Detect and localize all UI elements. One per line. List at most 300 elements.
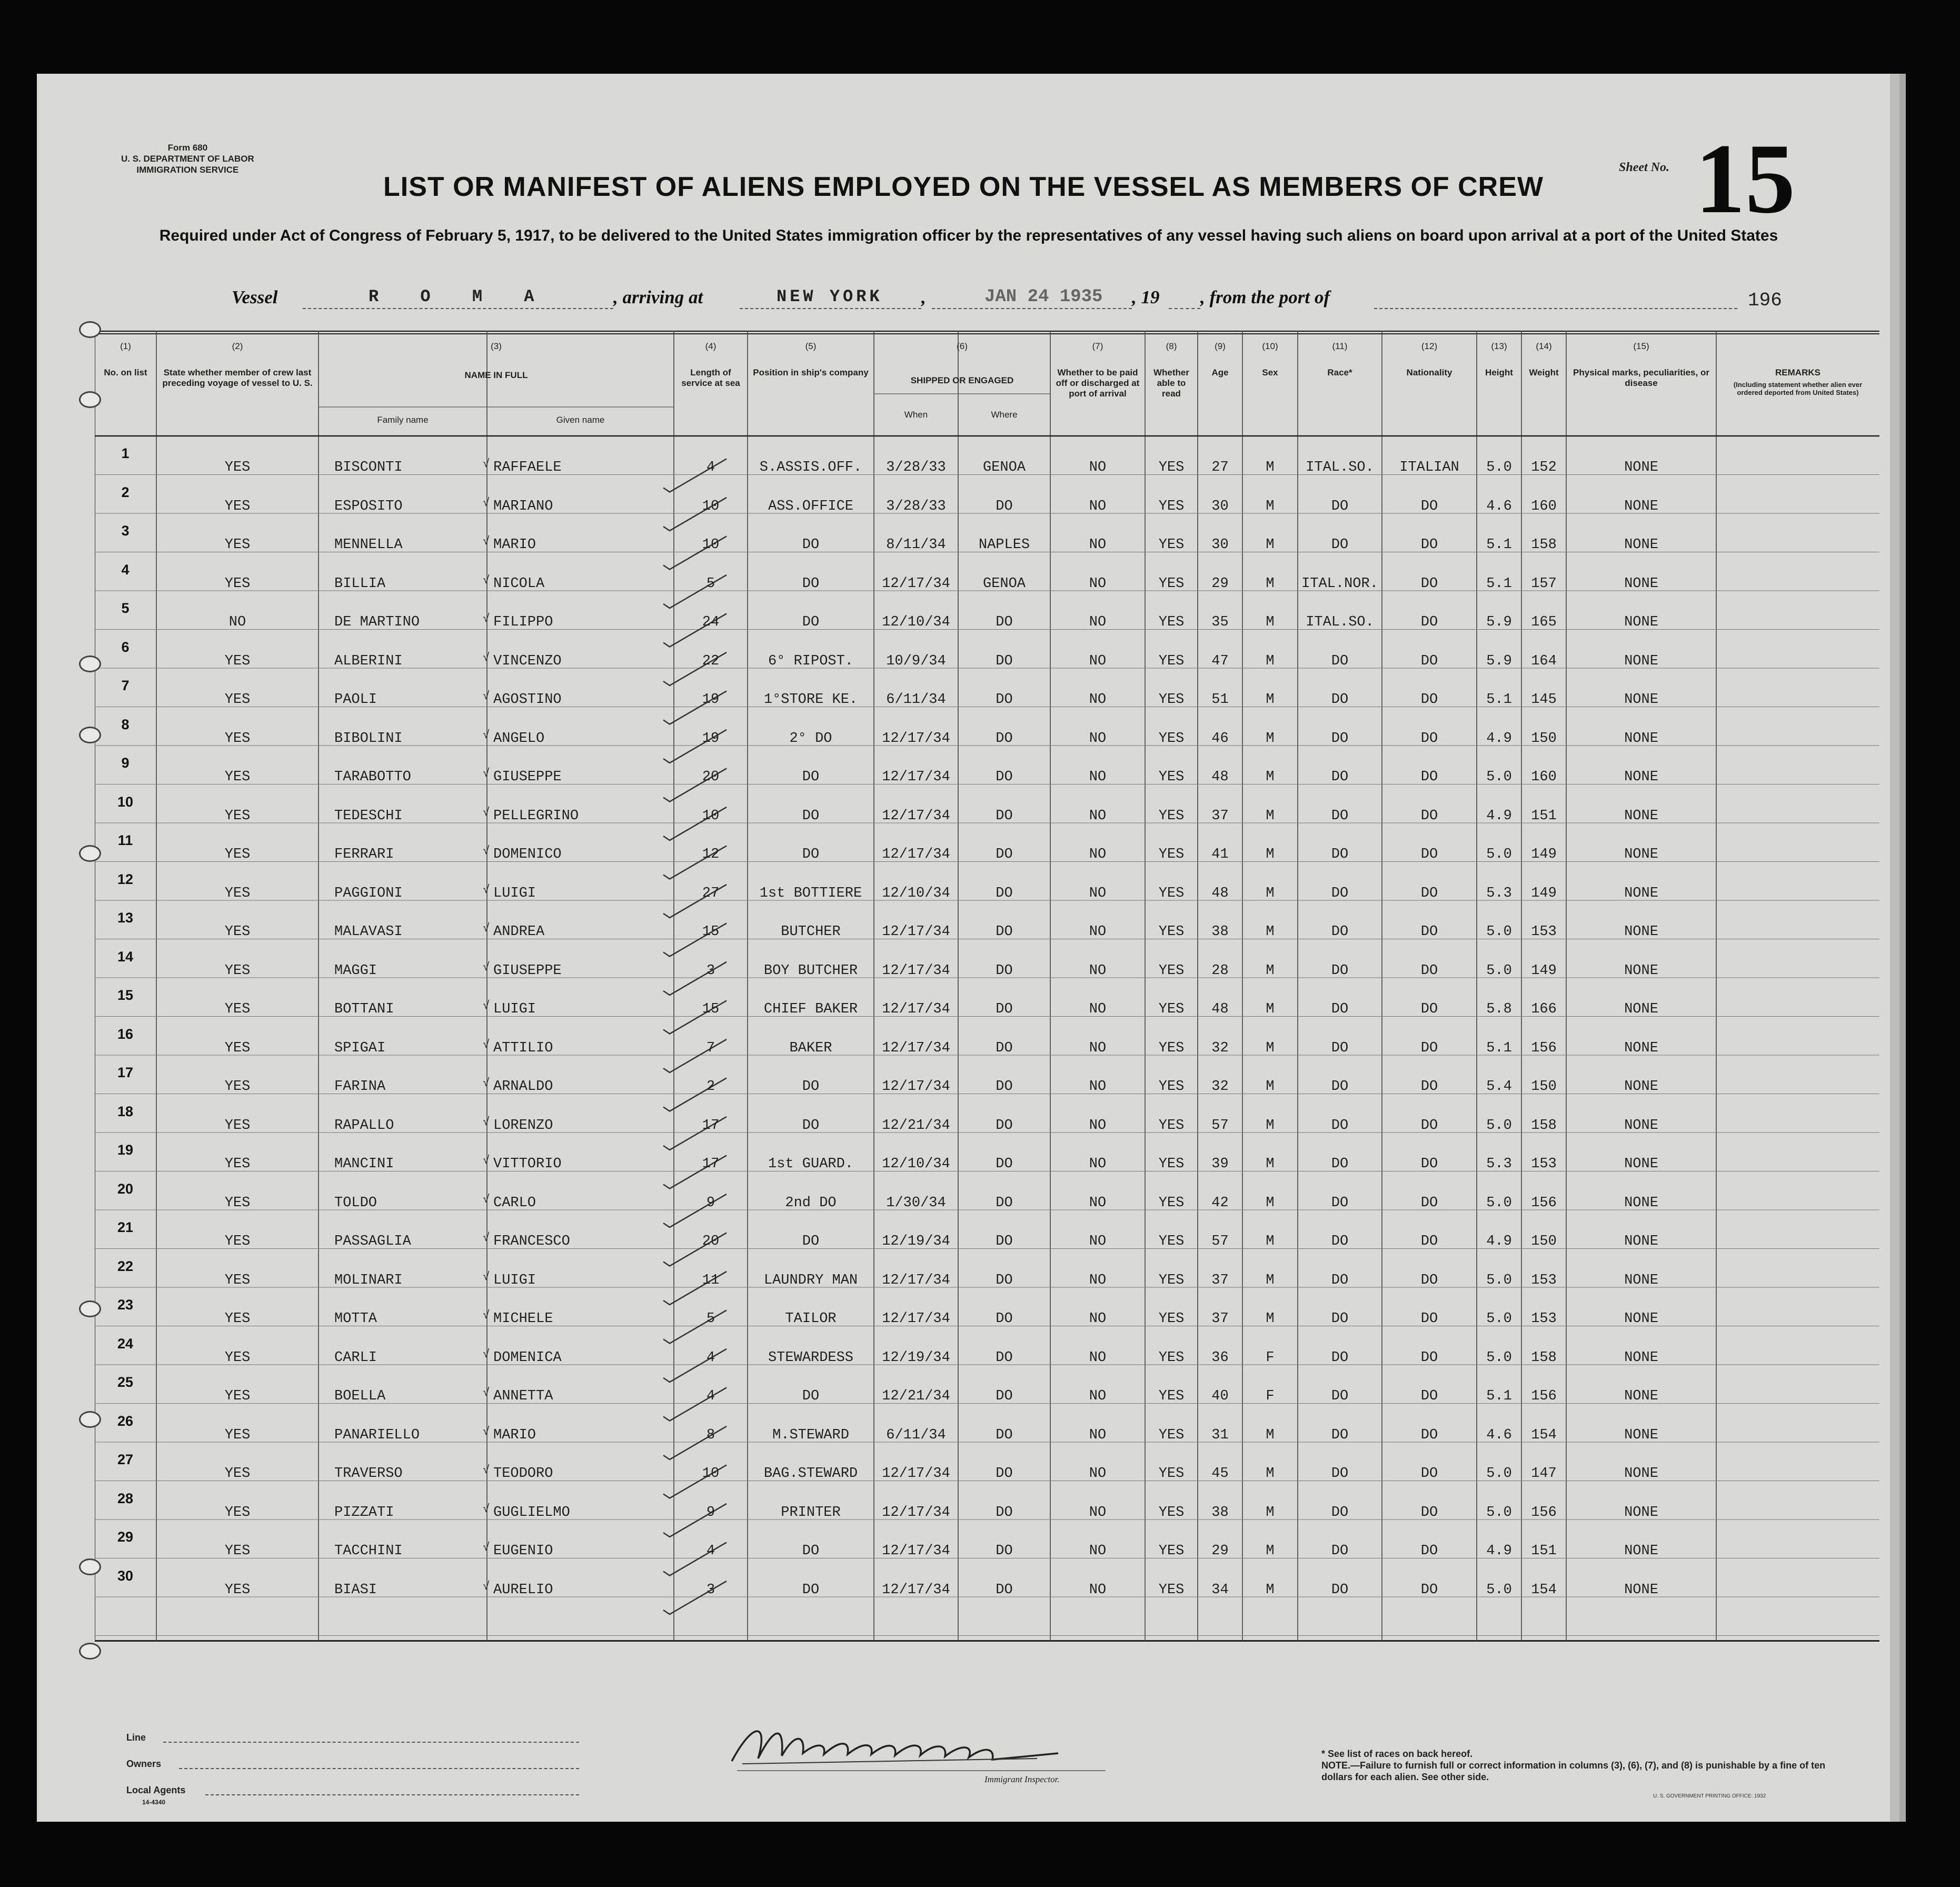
table-cell-where: DO: [996, 885, 1013, 901]
table-cell-nationality: DO: [1420, 1156, 1438, 1172]
table-cell-read: YES: [1158, 924, 1185, 940]
table-cell-prev: YES: [224, 1117, 251, 1134]
table-cell-read: YES: [1158, 575, 1185, 592]
table-cell-age: 41: [1211, 847, 1229, 862]
table-cell-height: 5.1: [1486, 575, 1512, 592]
year-label: , 19: [1132, 287, 1160, 307]
table-cell-weight: 152: [1531, 460, 1557, 475]
table-cell-given: CARLO: [493, 1195, 536, 1211]
table-cell-when: 12/17/34: [882, 808, 950, 824]
check-mark-icon: √: [483, 1580, 490, 1593]
table-cell-sex: M: [1266, 1427, 1275, 1443]
table-cell-position: BOY BUTCHER: [763, 962, 858, 979]
table-cell-when: 12/17/34: [882, 1001, 950, 1017]
table-cell-read: YES: [1158, 1079, 1185, 1095]
table-cell-sex: M: [1266, 614, 1275, 630]
page-title: LIST OR MANIFEST OF ALIENS EMPLOYED ON THE VESSEL AS MEMBERS OF CREW: [383, 172, 1544, 202]
table-cell-when: 12/17/34: [882, 1040, 950, 1056]
check-mark-icon: √: [483, 1077, 490, 1090]
table-cell-weight: 153: [1531, 1311, 1557, 1327]
column-number: (15): [1633, 341, 1649, 351]
table-cell-height: 5.0: [1486, 847, 1512, 862]
table-cell-family: SPIGAI: [334, 1040, 386, 1056]
row-number: 2: [121, 484, 130, 500]
table-cell-position: BAG.STEWARD: [763, 1466, 858, 1482]
table-cell-age: 37: [1211, 1272, 1229, 1288]
column-header: NAME IN FULL: [464, 370, 528, 380]
table-cell-sex: M: [1266, 537, 1275, 553]
table-cell-service: 20: [702, 769, 720, 785]
table-cell-paid: NO: [1089, 1543, 1107, 1559]
table-cell-paid: NO: [1089, 730, 1107, 747]
table-cell-position: S.ASSIS.OFF.: [759, 460, 862, 475]
table-cell-position: DO: [802, 1388, 820, 1404]
row-number: 14: [117, 948, 134, 965]
table-cell-prev: YES: [224, 1195, 251, 1211]
table-cell-sex: M: [1266, 1195, 1275, 1211]
table-cell-marks: NONE: [1624, 575, 1658, 592]
table-cell-service: 8: [706, 1427, 715, 1443]
table-cell-given: LORENZO: [493, 1117, 553, 1134]
table-cell-paid: NO: [1089, 498, 1107, 514]
table-cell-position: DO: [802, 808, 820, 824]
table-cell-position: M.STEWARD: [772, 1427, 849, 1443]
table-cell-service: 3: [706, 962, 715, 979]
table-cell-given: PELLEGRINO: [493, 808, 579, 824]
table-cell-height: 5.0: [1486, 769, 1512, 785]
table-cell-nationality: DO: [1420, 692, 1438, 708]
column-header: Position in ship's company: [753, 368, 869, 378]
table-cell-marks: NONE: [1624, 1156, 1658, 1172]
table-cell-age: 46: [1211, 730, 1229, 747]
check-mark-icon: √: [483, 612, 490, 625]
table-cell-paid: NO: [1089, 1504, 1107, 1521]
table-cell-where: DO: [996, 1040, 1013, 1056]
table-cell-race: DO: [1331, 1427, 1349, 1443]
table-cell-sex: M: [1266, 1272, 1275, 1288]
table-cell-service: 10: [702, 498, 720, 514]
table-cell-service: 9: [706, 1504, 715, 1521]
table-cell-read: YES: [1158, 498, 1185, 514]
row-number: 27: [117, 1452, 134, 1467]
table-cell-service: 15: [702, 1001, 720, 1017]
table-cell-paid: NO: [1089, 460, 1107, 475]
table-cell-weight: 156: [1531, 1040, 1557, 1056]
table-cell-nationality: DO: [1420, 1427, 1438, 1443]
row-number: 8: [121, 716, 130, 732]
table-cell-race: DO: [1331, 1582, 1349, 1598]
table-cell-when: 8/11/34: [886, 537, 946, 553]
table-cell-height: 4.9: [1486, 730, 1512, 747]
table-cell-when: 1/30/34: [886, 1195, 946, 1211]
column-number: (3): [491, 341, 502, 351]
check-mark-icon: √: [483, 1425, 490, 1438]
table-cell-weight: 149: [1531, 847, 1557, 862]
row-number: 9: [121, 755, 130, 771]
table-cell-where: DO: [996, 769, 1013, 785]
table-cell-marks: NONE: [1624, 692, 1658, 708]
table-cell-height: 5.1: [1486, 537, 1512, 553]
table-cell-prev: YES: [224, 1311, 251, 1327]
table-cell-family: TRAVERSO: [334, 1466, 403, 1482]
row-number: 16: [117, 1026, 134, 1042]
binder-hole: [79, 727, 101, 743]
table-cell-paid: NO: [1089, 769, 1107, 785]
check-mark-icon: √: [483, 458, 490, 471]
table-cell-marks: NONE: [1624, 1079, 1658, 1095]
row-number: 26: [117, 1413, 134, 1429]
table-cell-given: FRANCESCO: [493, 1234, 570, 1249]
table-cell-family: TARABOTTO: [334, 769, 411, 785]
table-cell-paid: NO: [1089, 885, 1107, 901]
table-cell-read: YES: [1158, 1156, 1185, 1172]
table-cell-position: 6° RIPOST.: [768, 653, 854, 669]
table-cell-weight: 149: [1531, 885, 1557, 901]
table-cell-race: DO: [1331, 1040, 1349, 1056]
binder-hole: [79, 656, 101, 672]
column-header: Physical marks, peculiarities, or disease: [1573, 368, 1709, 388]
table-cell-marks: NONE: [1624, 1349, 1658, 1366]
table-cell-age: 38: [1211, 1504, 1229, 1521]
row-number: 17: [117, 1065, 134, 1080]
check-mark-icon: √: [483, 573, 490, 587]
table-cell-given: MARIANO: [493, 498, 553, 514]
form-identifier: [121, 142, 254, 175]
table-cell-given: MICHELE: [493, 1311, 553, 1327]
table-cell-prev: YES: [224, 537, 251, 553]
table-cell-age: 42: [1211, 1195, 1229, 1211]
check-mark-icon: √: [483, 922, 490, 935]
table-cell-sex: M: [1266, 575, 1275, 592]
table-cell-position: TAILOR: [785, 1311, 837, 1327]
table-cell-marks: NONE: [1624, 924, 1658, 940]
table-cell-service: 20: [702, 1234, 720, 1249]
table-cell-service: 10: [702, 1466, 720, 1482]
table-cell-position: DO: [802, 1543, 820, 1559]
table-cell-age: 48: [1211, 885, 1229, 901]
table-cell-prev: YES: [224, 1504, 251, 1521]
table-cell-prev: NO: [228, 614, 246, 630]
table-cell-where: DO: [996, 808, 1013, 824]
row-number: 30: [117, 1567, 134, 1584]
table-cell-age: 36: [1211, 1349, 1229, 1366]
table-cell-prev: YES: [224, 1234, 251, 1249]
row-number: 15: [117, 987, 134, 1003]
check-mark-icon: √: [483, 883, 490, 897]
table-cell-marks: NONE: [1624, 537, 1658, 553]
table-cell-height: 5.0: [1486, 1272, 1512, 1288]
row-number: 18: [117, 1103, 134, 1119]
table-cell-nationality: DO: [1420, 1040, 1438, 1056]
table-cell-paid: NO: [1089, 962, 1107, 979]
table-cell-where: DO: [996, 962, 1013, 979]
date-comma: ,: [921, 287, 926, 307]
table-cell-age: 29: [1211, 1543, 1229, 1559]
table-cell-sex: M: [1266, 847, 1275, 862]
table-cell-when: 12/17/34: [882, 1272, 950, 1288]
check-mark-icon: √: [483, 1309, 490, 1322]
table-cell-weight: 160: [1531, 498, 1557, 514]
table-cell-nationality: DO: [1420, 924, 1438, 940]
table-cell-read: YES: [1158, 460, 1185, 475]
table-cell-where: DO: [996, 847, 1013, 862]
table-cell-family: FERRARI: [334, 847, 394, 862]
check-mark-icon: √: [483, 690, 490, 703]
check-mark-icon: √: [483, 767, 490, 780]
table-cell-position: 2° DO: [789, 730, 832, 747]
column-number: (5): [805, 341, 817, 351]
table-cell-service: 10: [702, 537, 720, 553]
check-mark-icon: √: [483, 1115, 490, 1129]
check-mark-icon: √: [483, 1464, 490, 1477]
table-cell-family: CARLI: [334, 1349, 377, 1366]
table-cell-where: DO: [996, 653, 1013, 669]
row-number: 6: [121, 639, 130, 655]
table-cell-sex: M: [1266, 1311, 1275, 1327]
table-cell-height: 5.0: [1486, 1117, 1512, 1134]
check-mark-icon: √: [483, 496, 490, 510]
table-cell-nationality: DO: [1420, 575, 1438, 592]
column-header: REMARKS: [1775, 368, 1820, 378]
table-cell-where: DO: [996, 1001, 1013, 1017]
table-cell-position: STEWARDESS: [768, 1349, 854, 1366]
table-cell-height: 5.0: [1486, 1582, 1512, 1598]
table-cell-weight: 154: [1531, 1427, 1557, 1443]
row-number: 20: [117, 1180, 134, 1197]
table-cell-nationality: DO: [1420, 1272, 1438, 1288]
table-cell-read: YES: [1158, 769, 1185, 785]
table-cell-when: 12/17/34: [882, 575, 950, 592]
row-number: 29: [117, 1529, 134, 1545]
table-cell-read: YES: [1158, 808, 1185, 824]
table-cell-where: DO: [996, 1117, 1013, 1134]
table-cell-read: YES: [1158, 1427, 1185, 1443]
column-number: (1): [120, 341, 131, 351]
table-cell-weight: 151: [1531, 808, 1557, 824]
table-cell-sex: M: [1266, 730, 1275, 747]
table-cell-read: YES: [1158, 1117, 1185, 1134]
table-cell-when: 12/17/34: [882, 1504, 950, 1521]
table-cell-where: NAPLES: [978, 537, 1030, 553]
table-cell-position: DO: [802, 1234, 820, 1249]
table-cell-race: DO: [1331, 692, 1349, 708]
table-cell-family: BILLIA: [334, 575, 386, 592]
table-cell-where: GENOA: [982, 575, 1026, 592]
check-mark-icon: √: [483, 1154, 490, 1167]
table-cell-when: 12/10/34: [882, 885, 950, 901]
table-cell-nationality: DO: [1420, 1234, 1438, 1249]
column-number: (6): [957, 341, 968, 351]
arriving-label: , arriving at: [613, 287, 703, 307]
table-cell-age: 57: [1211, 1234, 1229, 1249]
table-cell-where: DO: [996, 924, 1013, 940]
table-cell-where: DO: [996, 1156, 1013, 1172]
table-cell-height: 5.0: [1486, 1504, 1512, 1521]
table-cell-height: 5.4: [1486, 1079, 1512, 1095]
table-cell-sex: M: [1266, 460, 1275, 475]
table-cell-sex: M: [1266, 1582, 1275, 1598]
table-cell-family: PANARIELLO: [334, 1427, 420, 1443]
line-label: Line: [126, 1732, 146, 1743]
table-cell-paid: NO: [1089, 537, 1107, 553]
table-cell-given: MARIO: [493, 537, 536, 553]
table-cell-prev: YES: [224, 962, 251, 979]
table-cell-position: DO: [802, 537, 820, 553]
vessel-line: [232, 287, 1811, 313]
table-cell-nationality: DO: [1420, 1504, 1438, 1521]
table-cell-sex: M: [1266, 1040, 1275, 1056]
table-cell-where: DO: [996, 1388, 1013, 1404]
table-cell-paid: NO: [1089, 614, 1107, 630]
table-cell-race: DO: [1331, 1079, 1349, 1095]
table-cell-prev: YES: [224, 1156, 251, 1172]
table-cell-service: 4: [706, 1388, 715, 1404]
table-cell-when: 10/9/34: [886, 653, 946, 669]
table-cell-nationality: DO: [1420, 1349, 1438, 1366]
table-cell-paid: NO: [1089, 1311, 1107, 1327]
table-cell-given: ANDREA: [493, 924, 545, 940]
table-cell-where: DO: [996, 1582, 1013, 1598]
table-cell-position: DO: [802, 769, 820, 785]
table-cell-nationality: DO: [1420, 769, 1438, 785]
table-cell-nationality: ITALIAN: [1399, 460, 1459, 475]
table-cell-marks: NONE: [1624, 769, 1658, 785]
table-cell-position: ASS.OFFICE: [768, 498, 854, 514]
table-cell-given: LUIGI: [493, 1272, 536, 1288]
table-cell-read: YES: [1158, 614, 1185, 630]
column-number: (8): [1166, 341, 1177, 351]
table-cell-marks: NONE: [1624, 1001, 1658, 1017]
check-mark-icon: √: [483, 1231, 490, 1245]
table-cell-marks: NONE: [1624, 1427, 1658, 1443]
table-cell-read: YES: [1158, 1504, 1185, 1521]
table-cell-age: 39: [1211, 1156, 1229, 1172]
table-cell-given: ANNETTA: [493, 1388, 553, 1404]
table-cell-family: FARINA: [334, 1079, 386, 1095]
table-cell-age: 48: [1211, 769, 1229, 785]
table-cell-weight: 150: [1531, 730, 1557, 747]
table-cell-nationality: DO: [1420, 1117, 1438, 1134]
table-cell-service: 7: [706, 1040, 715, 1056]
table-cell-prev: YES: [224, 1388, 251, 1404]
table-cell-family: PIZZATI: [334, 1504, 394, 1521]
page-subtitle: Required under Act of Congress of February 5, 1917, to be delivered to the United States immigration officer by the representatives of any vessel having such aliens on board upon arrival at a port of the United States: [159, 227, 1778, 244]
table-cell-position: 1st BOTTIERE: [759, 885, 862, 901]
table-cell-where: DO: [996, 1466, 1013, 1482]
table-cell-paid: NO: [1089, 1040, 1107, 1056]
table-cell-when: 12/21/34: [882, 1117, 950, 1134]
table-cell-when: 12/17/34: [882, 962, 950, 979]
table-cell-paid: NO: [1089, 924, 1107, 940]
check-mark-icon: √: [483, 1347, 490, 1361]
race-note: * See list of races on back hereof.: [1321, 1749, 1473, 1759]
table-cell-when: 6/11/34: [886, 1427, 946, 1443]
table-cell-age: 34: [1211, 1582, 1229, 1598]
table-cell-paid: NO: [1089, 1272, 1107, 1288]
table-cell-read: YES: [1158, 1272, 1185, 1288]
column-header: SHIPPED OR ENGAGED: [910, 375, 1014, 385]
table-cell-age: 28: [1211, 962, 1229, 979]
table-cell-family: TACCHINI: [334, 1543, 403, 1559]
table-cell-age: 37: [1211, 808, 1229, 824]
table-cell-age: 48: [1211, 1001, 1229, 1017]
table-cell-weight: 147: [1531, 1466, 1557, 1482]
check-mark-icon: √: [483, 845, 490, 858]
table-cell-weight: 156: [1531, 1388, 1557, 1404]
table-cell-weight: 158: [1531, 1349, 1557, 1366]
table-cell-read: YES: [1158, 1466, 1185, 1482]
table-cell-when: 12/19/34: [882, 1349, 950, 1366]
table-cell-family: BIASI: [334, 1582, 377, 1598]
table-cell-service: 17: [702, 1117, 720, 1134]
vessel-name: R O M A: [369, 287, 550, 306]
column-subheader: When: [904, 410, 928, 420]
table-cell-read: YES: [1158, 1543, 1185, 1559]
table-cell-paid: NO: [1089, 692, 1107, 708]
table-cell-sex: F: [1266, 1388, 1275, 1404]
table-cell-marks: NONE: [1624, 460, 1658, 475]
table-cell-given: LUIGI: [493, 885, 536, 901]
column-header: Age: [1211, 368, 1229, 378]
table-cell-position: 1°STORE KE.: [763, 692, 858, 708]
row-number: 10: [117, 793, 134, 810]
arriving-port: NEW YORK: [777, 287, 883, 306]
check-mark-icon: √: [483, 806, 490, 819]
table-cell-sex: M: [1266, 1001, 1275, 1017]
date-stamp: JAN 24 1935: [984, 287, 1103, 307]
table-cell-given: GIUSEPPE: [493, 962, 562, 979]
table-cell-where: DO: [996, 1349, 1013, 1366]
table-cell-nationality: DO: [1420, 1466, 1438, 1482]
table-cell-service: 5: [706, 575, 715, 592]
manifest-sheet: [37, 74, 1890, 1822]
column-header: Weight: [1529, 368, 1559, 378]
table-cell-age: 30: [1211, 537, 1229, 553]
table-cell-service: 24: [702, 614, 720, 630]
table-cell-read: YES: [1158, 1582, 1185, 1598]
table-cell-position: DO: [802, 575, 820, 592]
table-cell-age: 32: [1211, 1079, 1229, 1095]
table-cell-where: DO: [996, 692, 1013, 708]
table-cell-position: DO: [802, 847, 820, 862]
table-cell-age: 37: [1211, 1311, 1229, 1327]
sheet-label: Sheet No.: [1619, 161, 1669, 174]
check-mark-icon: √: [483, 728, 490, 742]
table-cell-race: DO: [1331, 1156, 1349, 1172]
agents-label: Local Agents: [126, 1785, 186, 1795]
table-cell-nationality: DO: [1420, 537, 1438, 553]
table-cell-service: 12: [702, 847, 720, 862]
column-subheader: Family name: [377, 415, 429, 425]
table-cell-weight: 165: [1531, 614, 1557, 630]
table-cell-sex: M: [1266, 962, 1275, 979]
table-cell-age: 35: [1211, 614, 1229, 630]
table-cell-where: DO: [996, 1079, 1013, 1095]
table-cell-paid: NO: [1089, 575, 1107, 592]
table-cell-weight: 153: [1531, 924, 1557, 940]
table-cell-family: BOTTANI: [334, 1001, 394, 1017]
table-cell-given: NICOLA: [493, 575, 545, 592]
table-cell-when: 3/28/33: [886, 460, 946, 475]
table-cell-read: YES: [1158, 1195, 1185, 1211]
table-cell-given: MARIO: [493, 1427, 536, 1443]
table-cell-given: ARNALDO: [493, 1079, 553, 1095]
column-number: (10): [1262, 341, 1278, 351]
table-cell-where: DO: [996, 1272, 1013, 1288]
table-cell-race: DO: [1331, 537, 1349, 553]
table-cell-paid: NO: [1089, 1156, 1107, 1172]
table-cell-read: YES: [1158, 962, 1185, 979]
